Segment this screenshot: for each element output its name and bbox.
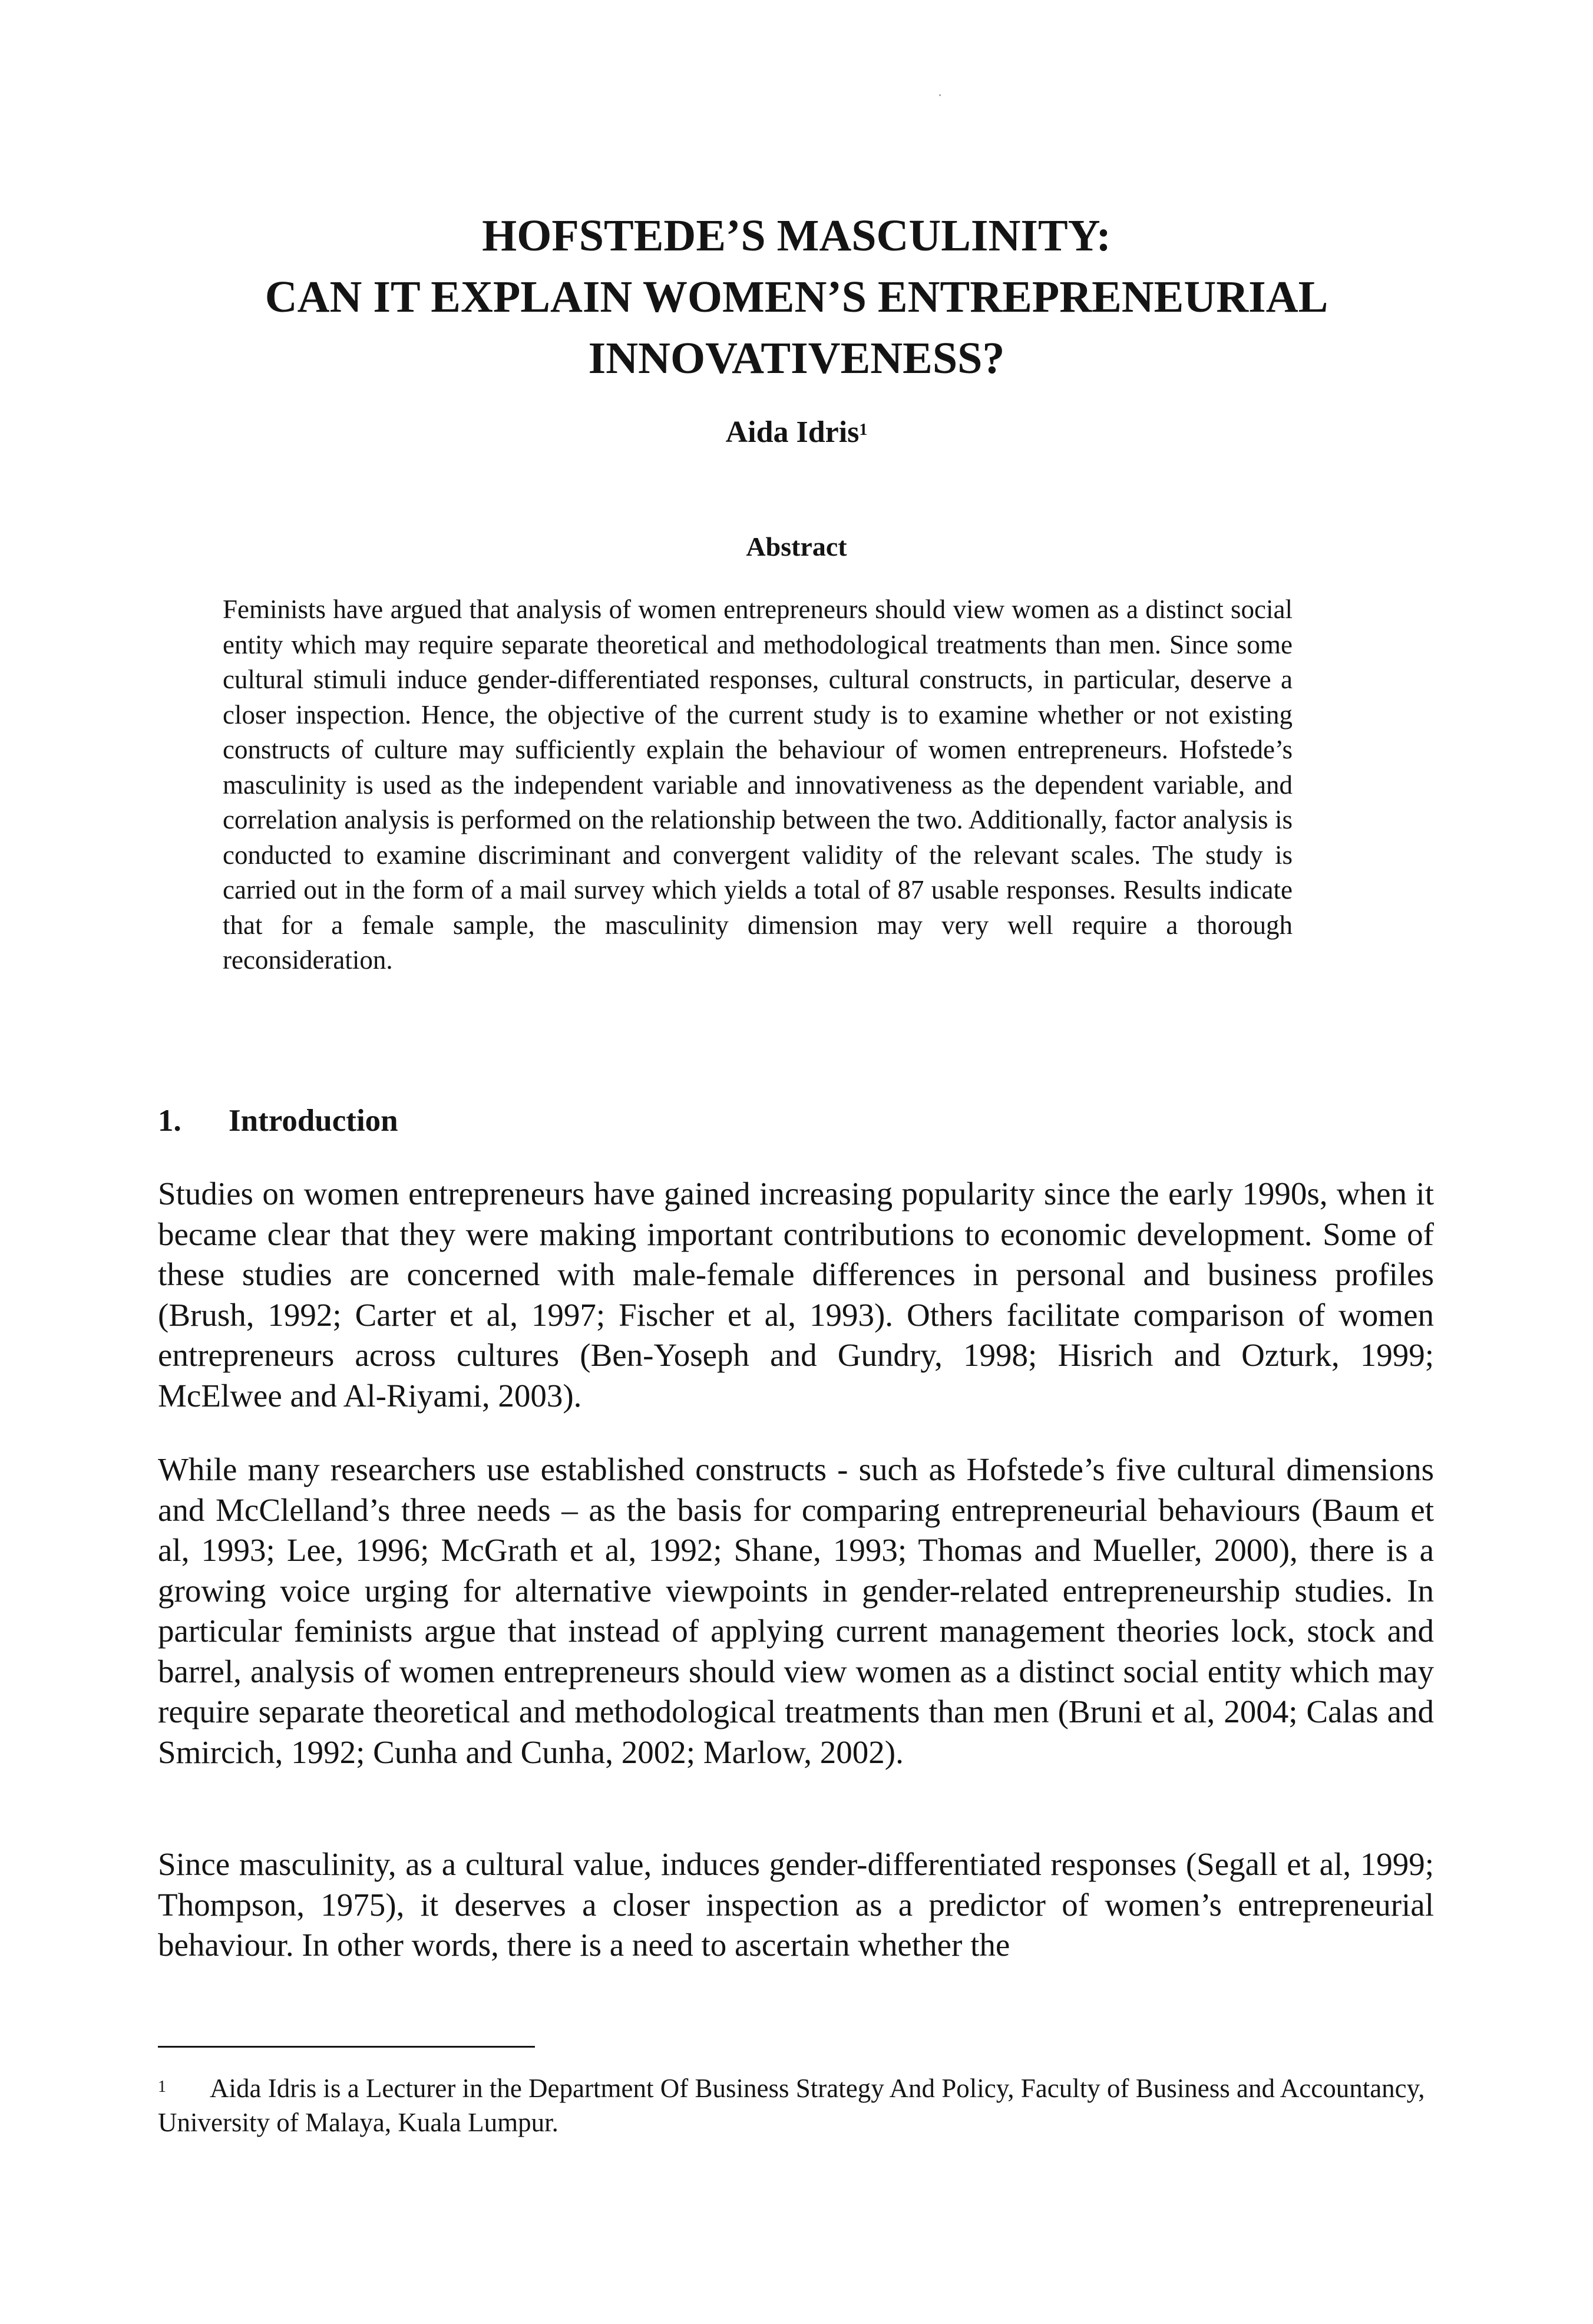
section-heading bbox=[158, 1102, 398, 1140]
footnote-divider bbox=[158, 2046, 535, 2048]
section-title: Introduction bbox=[229, 1104, 398, 1138]
footnote-mark: 1 bbox=[158, 2078, 166, 2096]
paper-title bbox=[0, 205, 1593, 389]
title-line-2: CAN IT EXPLAIN WOMEN’S ENTREPRENEURIAL bbox=[265, 272, 1328, 322]
title-line-1: HOFSTEDE’S MASCULINITY: bbox=[482, 211, 1111, 260]
section-number: 1. bbox=[158, 1104, 181, 1138]
footnote bbox=[158, 2071, 1434, 2140]
author-footnote-mark: 1 bbox=[859, 421, 868, 439]
author-line bbox=[0, 414, 1593, 451]
author-name: Aida Idris bbox=[725, 415, 860, 449]
title-line-3: INNOVATIVENESS? bbox=[588, 334, 1005, 383]
body-paragraph-1: Studies on women entrepreneurs have gained increasing popularity since the early 1990s, when it became clear that they were making important contributions to economic development. Some of these studies are concerned with male-female differences in personal and business profiles (Brush, 1992; Carter et al, 1997; Fischer et al, 1993). Others facilitate comparison of women entrepreneurs across cultures (Ben-Yoseph and Gundry, 1998; Hisrich and Ozturk, 1999; McElwee and Al-Riyami, 2003). bbox=[158, 1176, 1434, 1414]
body-paragraph-3: Since masculinity, as a cultural value, induces gender-differentiated responses (Segall et al, 1999; Thompson, 1975), it deserves a closer inspection as a predictor of women’s entrepreneurial behaviour. In other words, there is a need to ascertain whether the bbox=[158, 1846, 1434, 1963]
footnote-text: Aida Idris is a Lecturer in the Department Of Business Strategy And Policy, Faculty of Business and Accountancy, University of Malaya, Kuala Lumpur. bbox=[158, 2074, 1425, 2137]
abstract-heading: Abstract bbox=[746, 532, 847, 562]
scan-speck bbox=[939, 94, 941, 96]
abstract-text: Feminists have argued that analysis of women entrepreneurs should view women as a distinct social entity which may require separate theoretical and methodological treatments than men. Since some cultural stimuli induce gender-differentiated responses, cultural constructs, in particular, deserve a closer inspection. Hence, the objective of the current study is to examine whether or not existing constructs of culture may sufficiently explain the behaviour of women entrepreneurs. Hofstede’s masculinity is used as the independent variable and innovativeness as the dependent variable, and correlation analysis is performed on the relationship between the two. Additionally, factor analysis is conducted to examine discriminant and convergent validity of the relevant scales. The study is carried out in the form of a mail survey which yields a total of 87 usable responses. Results indicate that for a female sample, the masculinity dimension may very well require a thorough reconsideration. bbox=[223, 595, 1293, 975]
body-paragraph-2: While many researchers use established constructs - such as Hofstede’s five cultural dimensions and McClelland’s three needs – as the basis for comparing entrepreneurial behaviours (Baum et al, 1993; Lee, 1996; McGrath et al, 1992; Shane, 1993; Thomas and Mueller, 2000), there is a growing voice urging for alternative viewpoints in gender-related entrepreneurship studies. In particular feminists argue that instead of applying current management theories lock, stock and barrel, analysis of women entrepreneurs should view women as a distinct social entity which may require separate theoretical and methodological treatments than men (Bruni et al, 2004; Calas and Smircich, 1992; Cunha and Cunha, 2002; Marlow, 2002). bbox=[158, 1451, 1434, 1770]
